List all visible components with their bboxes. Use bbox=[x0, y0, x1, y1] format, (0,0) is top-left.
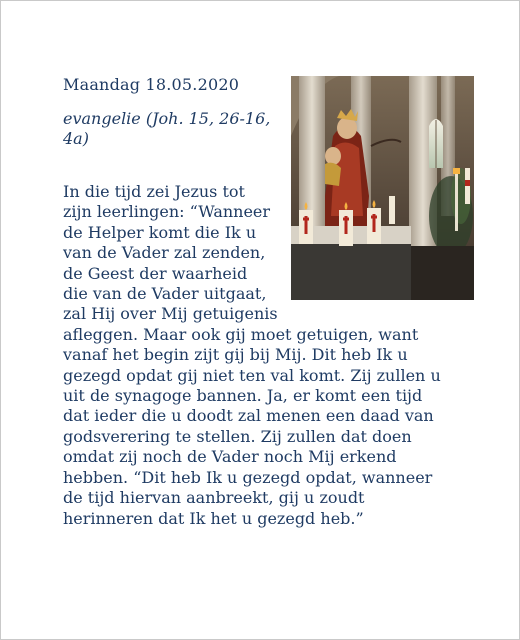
gospel-text: In die tijd zei Jezus tot zijn leerlingen: “Wanneer de Helper komt die Ik u van de Vader zal zenden, de Geest der waarheid die van de Vader uitgaat, zal Hij over Mij getuigenis afleggen. Maar ook gij moet getuigen, want vanaf het begin zijt gij bij Mij. Dit heb Ik u gezegd opdat gij niet ten val komt. Zij zullen u uit de synagoge bannen. Ja, er komt een tijd dat ieder die u doodt zal menen een daad van godsverering te stellen. Zij zullen dat doen omdat zij noch de Vader noch Mij erkend hebben. “Dit heb Ik u gezegd opdat, wanneer de tijd hiervan aanbreekt, gij u zoudt herinneren dat Ik het u gezegd heb.” bbox=[63, 182, 441, 528]
page-date: Maandag 18.05.2020 bbox=[63, 75, 240, 94]
church-statue-photo bbox=[291, 76, 474, 300]
photo-illustration bbox=[291, 76, 474, 300]
gospel-reference: evangelie (Joh. 15, 26-16, 4a) bbox=[63, 109, 271, 148]
